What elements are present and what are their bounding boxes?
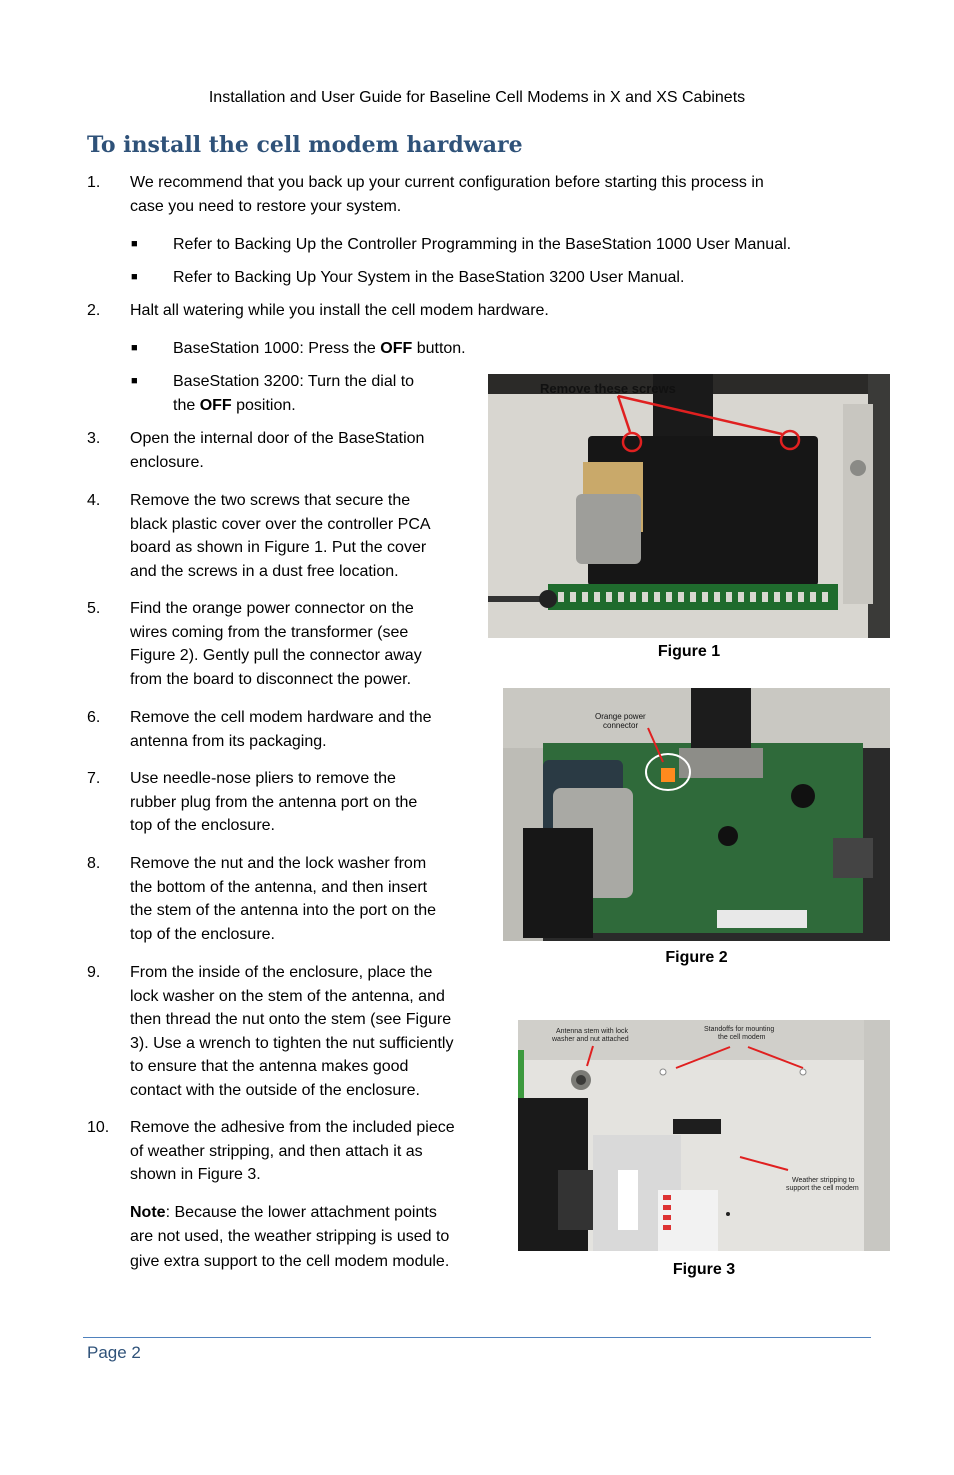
step-text: Remove the nut and the lock washer from the bottom of the antenna, and then insert the stem of the antenna into the port on the top of the enclosure. (130, 855, 436, 943)
bullet-icon: ■ (131, 271, 138, 283)
step-number: 9. (87, 964, 101, 981)
step-number: 10. (87, 1119, 110, 1136)
section-title: To install the cell modem hardware (87, 132, 523, 158)
step-text: Remove the cell modem hardware and the antenna from its packaging. (130, 709, 432, 750)
step-text: Remove the adhesive from the included piece of weather stripping, and then attach it as shown in Figure 3. (130, 1119, 455, 1183)
bullet-icon: ■ (131, 375, 138, 387)
figure-3-annotation: the cell modem (718, 1034, 766, 1041)
footer-divider (83, 1337, 871, 1338)
step-text: Remove the two screws that secure the black plastic cover over the controller PCA board as shown in Figure 1. Put the cover and the screws in a dust free location. (130, 492, 431, 580)
running-header: Installation and User Guide for Baseline Cell Modems in X and XS Cabinets (208, 89, 746, 106)
step-text: We recommend that you back up your current configuration before starting this process in case you need to restore your system. (130, 174, 764, 215)
note-text: Note: Because the lower attachment points are not used, the weather stripping is used to give extra support to the cell modem module. (130, 1204, 450, 1270)
figure-1-caption: Figure 1 (657, 643, 721, 660)
page-number: Page 2 (87, 1343, 141, 1362)
step-text: Open the internal door of the BaseStation enclosure. (130, 430, 425, 471)
step-text: Find the orange power connector on the wires coming from the transformer (see Figure 2). Gently pull the connector away from the board to disconnect the power. (130, 600, 422, 688)
figure-2-photo (503, 688, 890, 941)
bullet-text: Refer to Backing Up Your System in the BaseStation 3200 User Manual. (173, 269, 685, 286)
step-number: 6. (87, 709, 101, 726)
step-number: 1. (87, 174, 101, 191)
figure-1-photo (488, 374, 890, 638)
step-text: From the inside of the enclosure, place the lock washer on the stem of the antenna, and then thread the nut onto the stem (see Figure 3). Use a wrench to tighten the nut sufficiently to ensure that the antenna makes good contact with the outside of the enclosure. (130, 964, 454, 1099)
figure-3-annotation: support the cell modem (786, 1185, 859, 1192)
figure-3-photo (518, 1020, 890, 1251)
step-text: Use needle-nose pliers to remove the rubber plug from the antenna port on the top of the enclosure. (130, 770, 418, 834)
step-text: Halt all watering while you install the cell modem hardware. (130, 302, 549, 319)
figure-3-annotation: Standoffs for mounting (704, 1026, 775, 1033)
step-number: 8. (87, 855, 101, 872)
step-number: 7. (87, 770, 101, 787)
step-number: 4. (87, 492, 101, 509)
figure-2-caption: Figure 2 (665, 949, 728, 966)
figure-3-annotation: washer and nut attached (552, 1036, 629, 1043)
figure-3-annotation: Weather stripping to (792, 1177, 855, 1184)
bullet-icon: ■ (131, 342, 138, 354)
figure-3-annotation: Antenna stem with lock (556, 1028, 628, 1035)
bullet-text: BaseStation 3200: Turn the dial to the OFF position. (173, 373, 415, 414)
bullet-text: Refer to Backing Up the Controller Programming in the BaseStation 1000 User Manual. (173, 236, 792, 253)
step-number: 2. (87, 302, 101, 319)
bullet-icon: ■ (131, 238, 138, 250)
figure-1-annotation: Remove these screws (540, 381, 676, 396)
step-number: 5. (87, 600, 101, 617)
figure-3-caption: Figure 3 (672, 1261, 736, 1278)
figure-2-annotation: Orange power (595, 712, 646, 721)
step-number: 3. (87, 430, 101, 447)
bullet-text: BaseStation 1000: Press the OFF button. (173, 340, 466, 357)
figure-2-annotation: connector (603, 721, 639, 730)
